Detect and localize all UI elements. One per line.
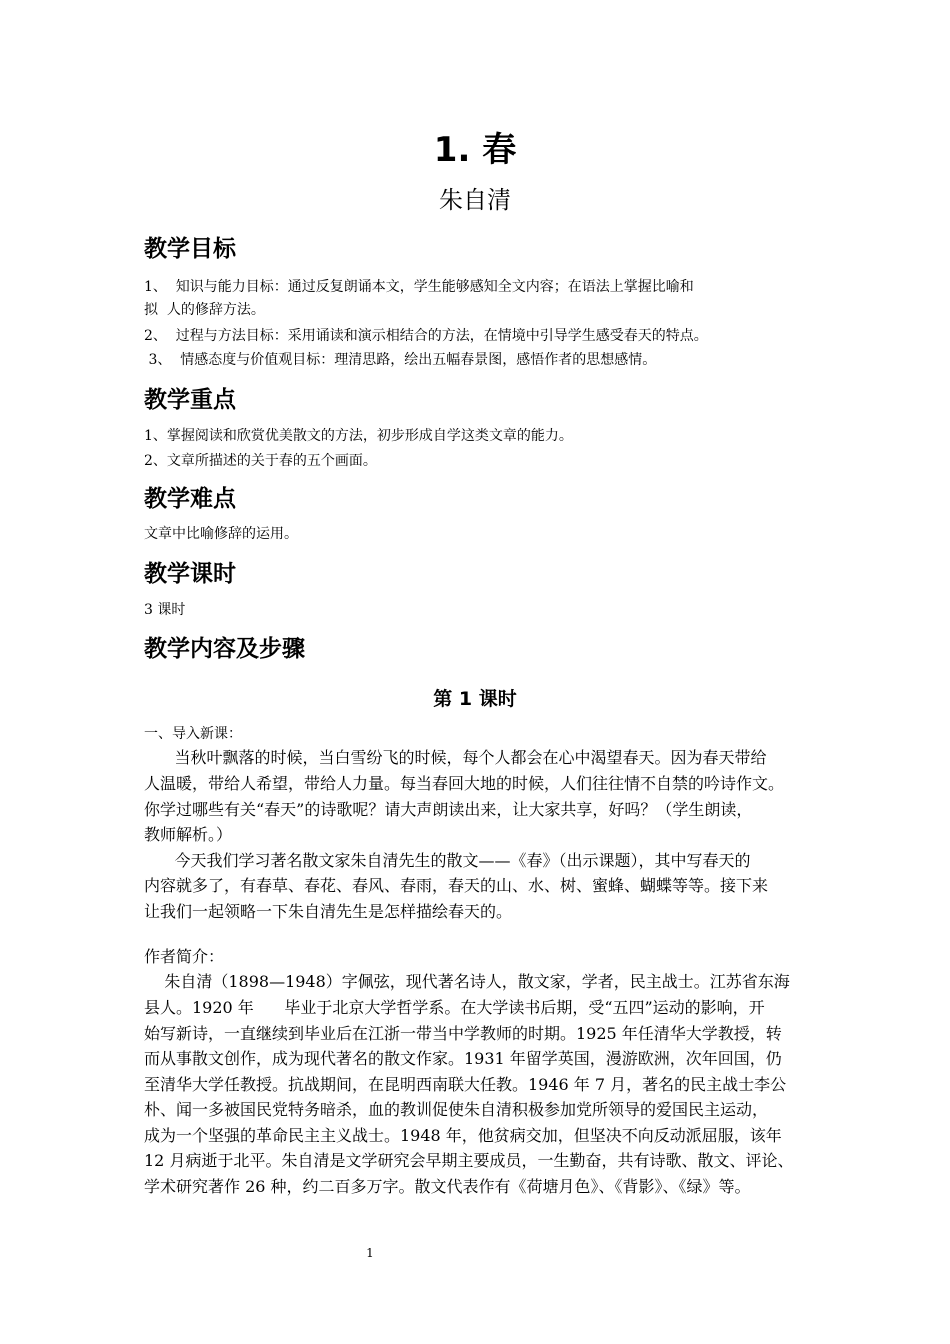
bio-line: 朱自清（1898—1948）字佩弦，现代著名诗人，散文家，学者，民主战士。江苏省东海 [144, 972, 790, 991]
key-point-line: 1、掌握阅读和欣赏优美散文的方法，初步形成自学这类文章的能力。 [144, 428, 573, 444]
bio-line: 始写新诗，一直继续到毕业后在江浙一带当中学教师的时期。1925 年任清华大学教授，转 [144, 1024, 782, 1043]
lesson-title: 第 1 课时 [433, 688, 517, 710]
hours-line: 3 课时 [144, 602, 186, 618]
intro-line: 人温暖，带给人希望，带给人力量。每当春回大地的时候，人们往往情不自禁的吟诗作文。 [144, 774, 785, 793]
goal-line: 3、 情感态度与价值观目标：理清思路，绘出五幅春景图，感悟作者的思想感情。 [144, 352, 657, 368]
heading-content: 教学内容及步骤 [144, 636, 305, 662]
bio-line: 朴、闻一多被国民党特务暗杀，血的教训促使朱自清积极参加党所领导的爱国民主运动， [144, 1100, 769, 1119]
key-point-line: 2、文章所描述的关于春的五个画面。 [144, 453, 377, 469]
bio-line: 而从事散文创作，成为现代著名的散文作家。1931 年留学英国，漫游欧洲，次年回国，仍 [144, 1049, 782, 1068]
heading-goals: 教学目标 [144, 236, 236, 262]
heading-difficulties: 教学难点 [144, 486, 236, 512]
document-title: 1. 春 [433, 130, 517, 170]
heading-hours: 教学课时 [144, 561, 236, 587]
bio-line: 县人。1920 年 毕业于北京大学哲学系。在大学读书后期，受“五四”运动的影响，开 [144, 998, 765, 1017]
bio-line: 成为一个坚强的革命民主主义战士。1948 年，他贫病交加，但坚决不向反动派屈服，该年 [144, 1126, 782, 1145]
intro-label: 一、导入新课： [144, 726, 242, 742]
intro-line: 教师解析。） [144, 825, 233, 844]
intro-line: 今天我们学习著名散文家朱自清先生的散文——《春》（出示课题），其中写春天的 [144, 851, 751, 870]
bio-line: 至清华大学任教授。抗战期间，在昆明西南联大任教。1946 年 7 月，著名的民主战士李公 [144, 1075, 787, 1094]
difficulty-line: 文章中比喻修辞的运用。 [144, 526, 298, 542]
intro-line: 你学过哪些有关“春天”的诗歌呢？请大声朗读出来，让大家共享，好吗？（学生朗读， [144, 800, 753, 819]
intro-line: 让我们一起领略一下朱自清先生是怎样描绘春天的。 [144, 902, 513, 921]
intro-line: 内容就多了，有春草、春花、春风、春雨，春天的山、水、树、蜜蜂、蝴蝶等等。接下来 [144, 876, 769, 895]
bio-line: 12 月病逝于北平。朱自清是文学研究会早期主要成员，一生勤奋，共有诗歌、散文、评论、 [144, 1151, 794, 1170]
author-name: 朱自清 [439, 186, 511, 214]
goal-line: 拟 人的修辞方法。 [144, 302, 265, 318]
heading-key-points: 教学重点 [144, 387, 236, 413]
goal-line: 1、 知识与能力目标：通过反复朗诵本文，学生能够感知全文内容；在语法上掌握比喻和 [144, 279, 694, 295]
goal-line: 2、 过程与方法目标：采用诵读和演示相结合的方法，在情境中引导学生感受春天的特点。 [144, 328, 708, 344]
bio-label: 作者简介： [144, 947, 225, 966]
page-number: 1 [366, 1246, 374, 1260]
intro-line: 当秋叶飘落的时候，当白雪纷飞的时候，每个人都会在心中渴望春天。因为春天带给 [144, 748, 767, 767]
bio-line: 学术研究著作 26 种，约二百多万字。散文代表作有《荷塘月色》、《背影》、《绿》等。 [144, 1177, 751, 1196]
